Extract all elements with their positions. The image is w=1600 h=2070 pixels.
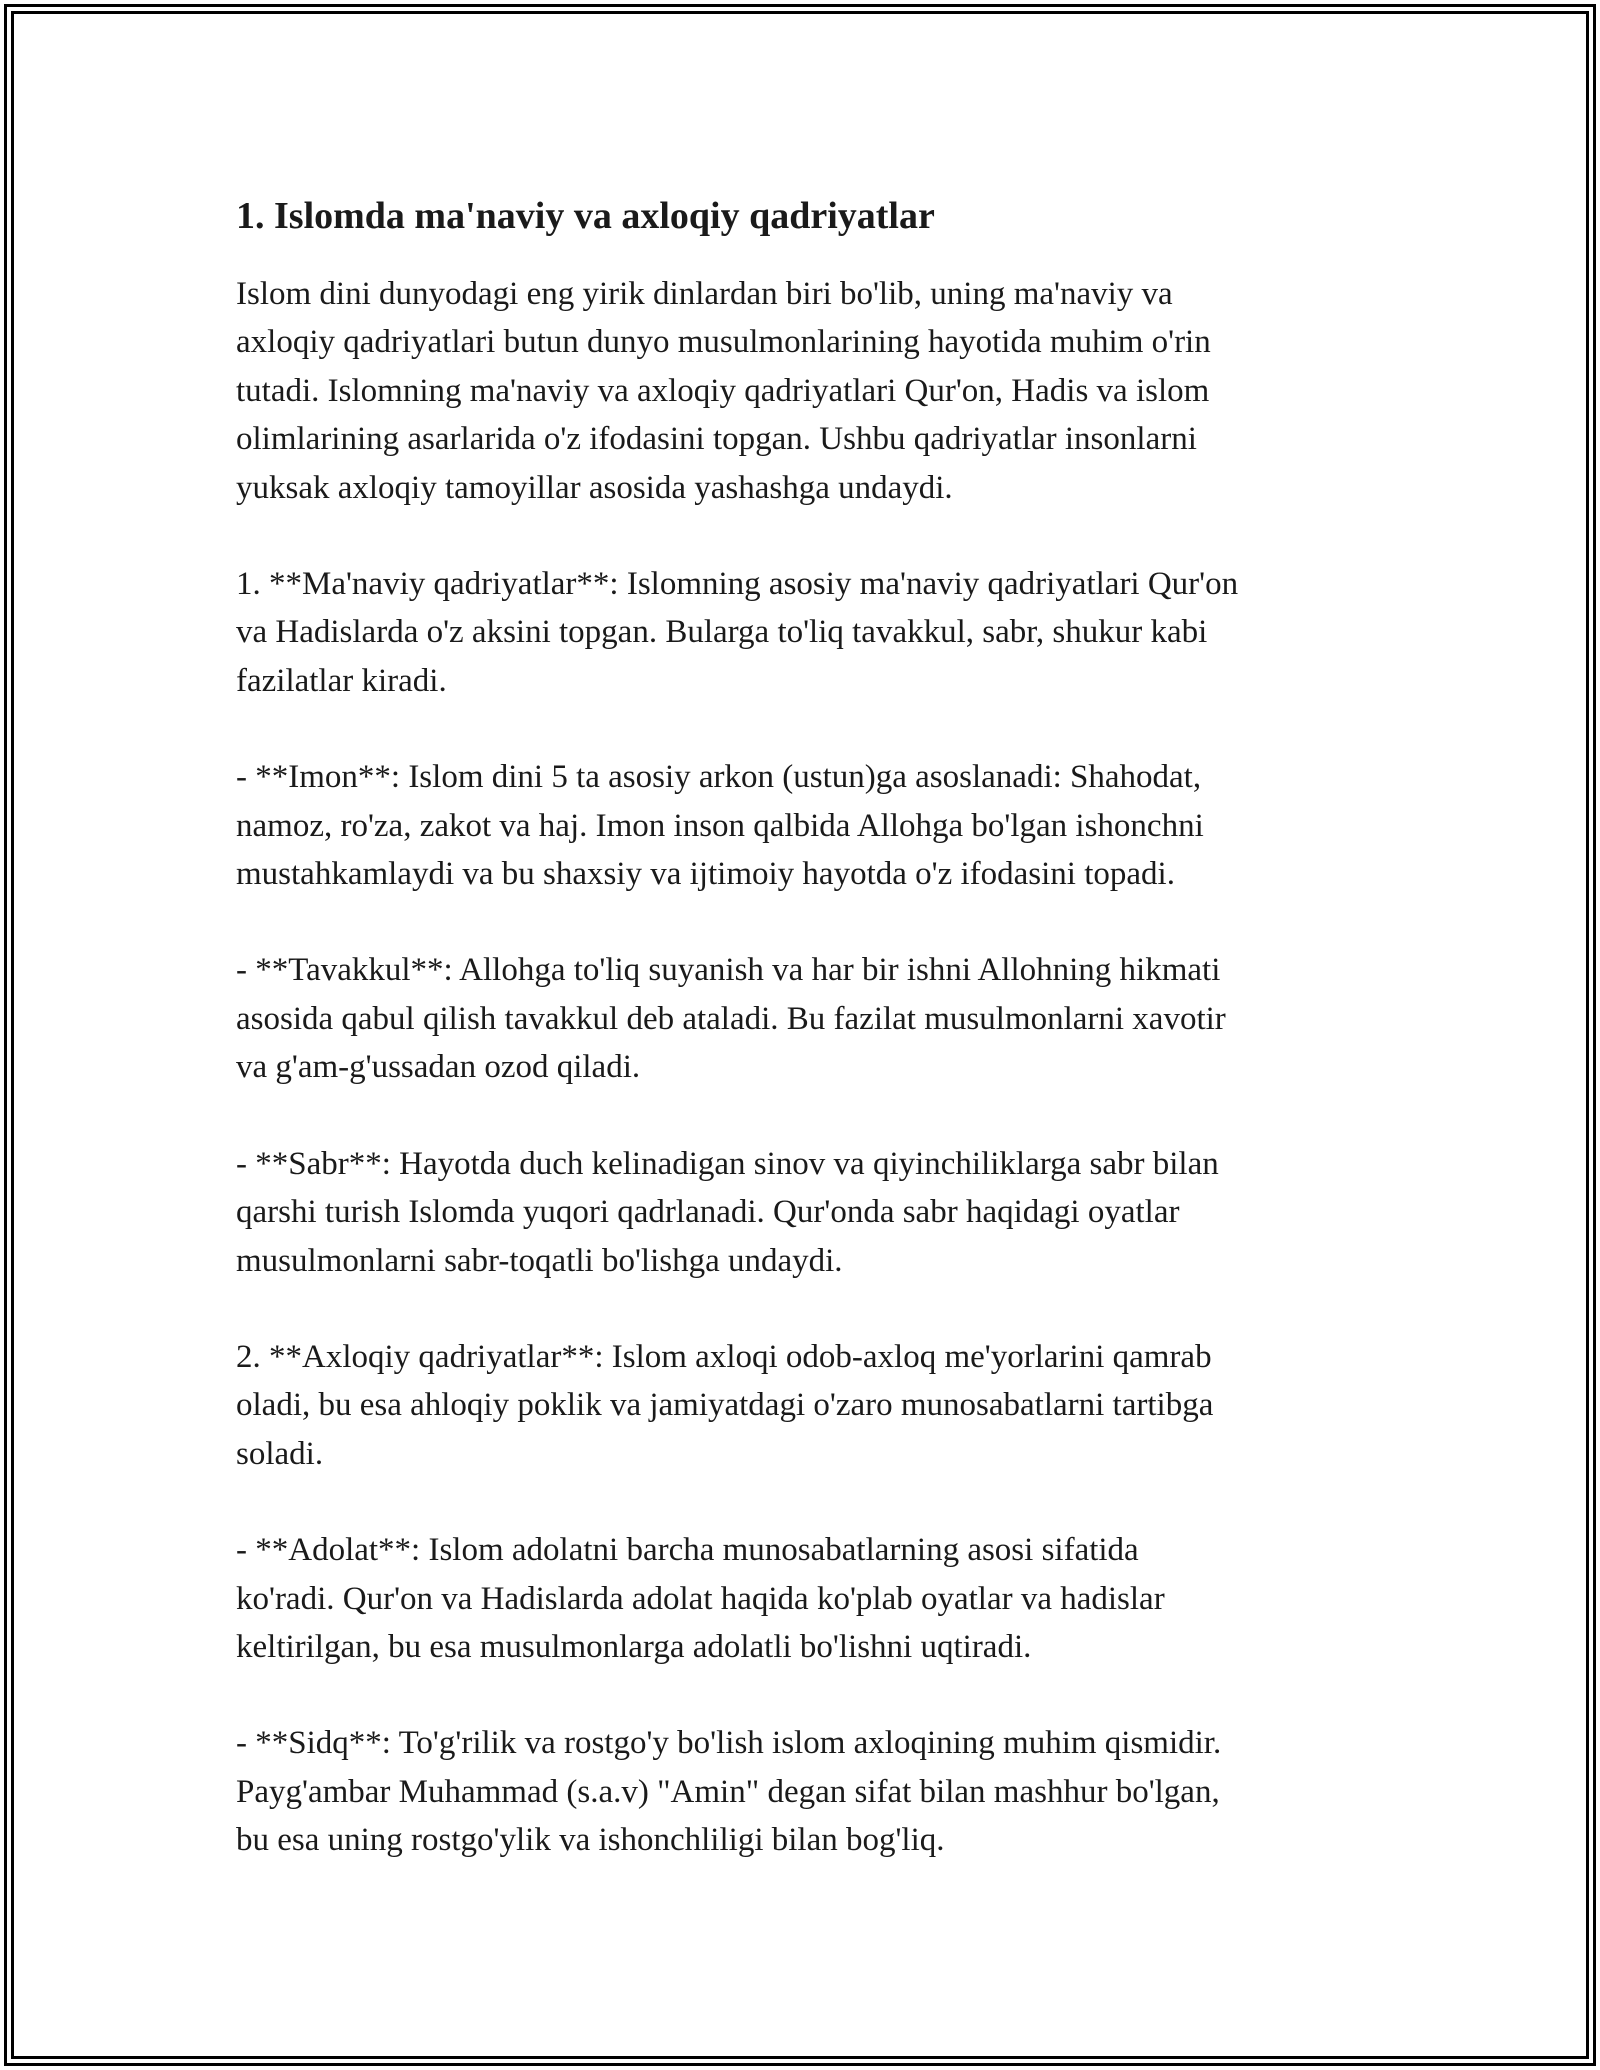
document-body xyxy=(236,270,1376,1865)
item-imon: - **Imon**: Islom dini 5 ta asosiy arkon (ustun)ga asoslanadi: Shahodat, namoz, ro'za, zakot va haj. Imon inson qalbida Allohga bo'lgan ishonchni mustahkamlaydi va bu shaxsiy va ijtimoiy hayotda o'z ifodasini topadi. xyxy=(236,759,1204,893)
intro-paragraph: Islom dini dunyodagi eng yirik dinlardan biri bo'lib, uning ma'naviy va axloqiy qadriyatlari butun dunyo musulmonlarining hayotida muhim o'rin tutadi. Islomning ma'naviy va axloqiy qadriyatlari Qur'on, Hadis va islom olimlarining asarlarida o'z ifodasini topgan. Ushbu qadriyatlar insonlarni yuksak axloqiy tamoyillar asosida yashashga undaydi. xyxy=(236,276,1211,506)
item-adolat: - **Adolat**: Islom adolatni barcha munosabatlarning asosi sifatida ko'radi. Qur'on va Hadislarda adolat haqida ko'plab oyatlar va hadislar keltirilgan, bu esa musulmonlarga adolatli bo'lishni uqtiradi. xyxy=(236,1532,1165,1665)
document-page xyxy=(236,188,1376,1913)
section-moral-values: 2. **Axloqiy qadriyatlar**: Islom axloqi odob-axloq me'yorlarini qamrab oladi, bu esa ahloqiy poklik va jamiyatdagi o'zaro munosabatlarni tartibga soladi. xyxy=(236,1338,1214,1472)
item-sidq: - **Sidq**: To'g'rilik va rostgo'y bo'lish islom axloqining muhim qismidir. Payg'ambar Muhammad (s.a.v) "Amin" degan sifat bilan mashhur bo'lgan, bu esa uning rostgo'ylik va ishonchliligi bilan bog'liq. xyxy=(236,1725,1222,1859)
item-tavakkul: - **Tavakkul**: Allohga to'liq suyanish va har bir ishni Allohning hikmati asosida qabul qilish tavakkul deb ataladi. Bu fazilat musulmonlarni xavotir va g'am-g'ussadan ozod qiladi. xyxy=(236,952,1226,1086)
document-title: 1. Islomda ma'naviy va axloqiy qadriyatlar xyxy=(236,195,935,237)
item-sabr: - **Sabr**: Hayotda duch kelinadigan sinov va qiyinchiliklarga sabr bilan qarshi turish Islomda yuqori qadrlanadi. Qur'onda sabr haqidagi oyatlar musulmonlarni sabr-toqatli bo'lishga undaydi. xyxy=(236,1145,1219,1279)
section-spiritual-values: 1. **Ma'naviy qadriyatlar**: Islomning asosiy ma'naviy qadriyatlari Qur'on va Hadislarda o'z aksini topgan. Bularga to'liq tavakkul, sabr, shukur kabi fazilatlar kiradi. xyxy=(236,566,1239,699)
